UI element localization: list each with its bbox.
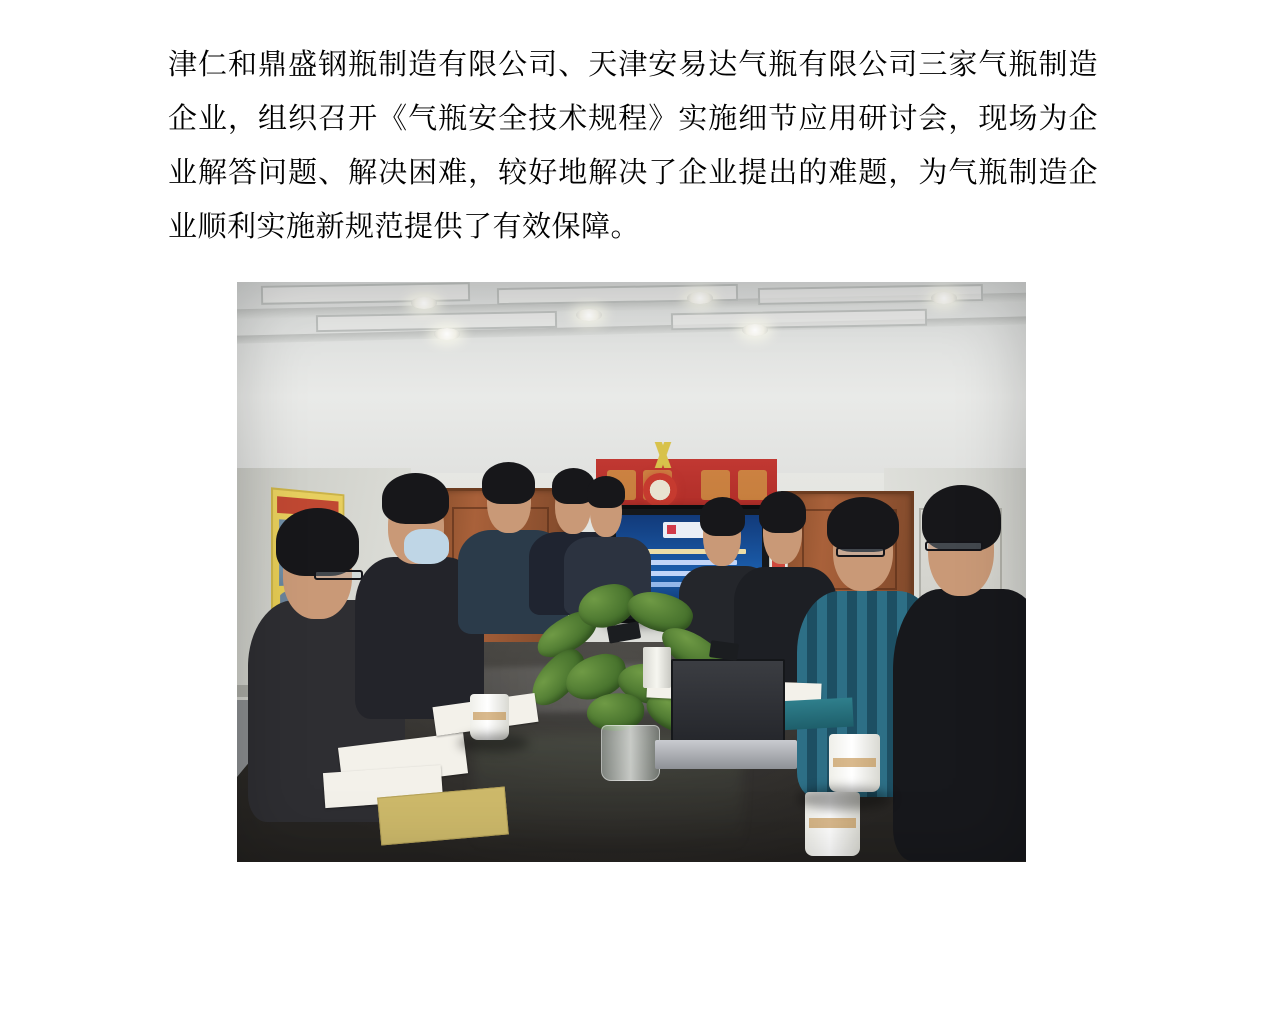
paper-cup (470, 694, 509, 740)
object-shadow (797, 787, 892, 810)
meeting-photo-figure (237, 282, 1026, 862)
glass-vase (601, 725, 660, 781)
object-shadow (458, 734, 529, 751)
thermos-bottle (643, 647, 671, 688)
person-hair (482, 462, 535, 504)
face-mask (404, 529, 450, 564)
ceiling-panel (261, 282, 470, 304)
laptop-keyboard (655, 740, 797, 769)
paper-cup (829, 734, 880, 792)
laptop-screen (671, 659, 785, 750)
ceiling-light (742, 324, 768, 336)
cup-band (473, 712, 506, 719)
photo-canvas (237, 282, 1026, 862)
decorative-ribbon (628, 442, 698, 468)
ceiling-light (576, 309, 602, 321)
person-hair (827, 497, 899, 553)
ceiling-light (411, 297, 437, 309)
eyeglasses (925, 541, 983, 551)
person-hair (587, 476, 625, 508)
ceiling-light (434, 328, 460, 340)
eyeglasses (836, 547, 885, 557)
cup-band (833, 758, 876, 767)
banner-character (701, 470, 730, 499)
person-hair (276, 508, 359, 576)
body-paragraph: 津仁和鼎盛钢瓶制造有限公司、天津安易达气瓶有限公司三家气瓶制造企业，组织召开《气瓶安全技术规程》实施细节应用研讨会，现场为企业解答问题、解决困难，较好地解决了企业提出的难题，为气瓶制造企业顺利实施新规范提供了有效保障。 (168, 47, 1098, 243)
person-front-right (900, 485, 1026, 833)
person-torso (893, 589, 1026, 860)
person-hair (382, 473, 449, 524)
smartphone (709, 640, 739, 661)
cup-band (809, 818, 855, 828)
